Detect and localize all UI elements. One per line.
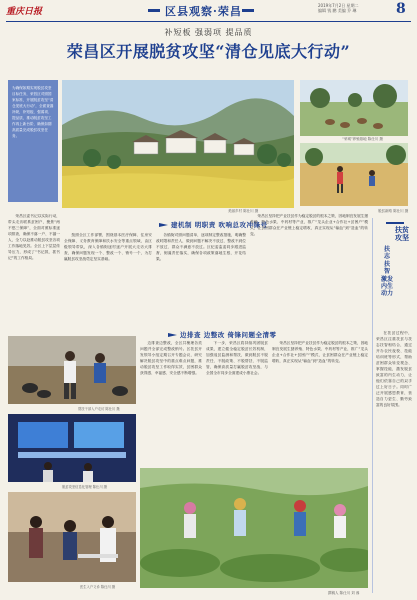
visit-photo (8, 336, 136, 404)
headline-kicker: 补短板 强弱项 提品质 (164, 28, 253, 37)
summary-text: 为确保如期实现脱贫攻坚目标任务，荣昌区对照国家标准，开展脱贫攻坚“清仓见底大行动”，全面查漏补缺，补短板、强弱项、提品质，推动脱贫攻坚工作再上新台阶，确保如期高质量完成脱贫攻坚任务。 (12, 86, 54, 138)
sidebar-mark (386, 222, 404, 224)
article-column-2 (64, 232, 152, 332)
article-column-4 (250, 213, 368, 333)
clinic-caption: 医生入户义诊 陈仕川 摄 (80, 585, 116, 589)
section-mark-left (148, 9, 160, 12)
article-column-3 (156, 232, 246, 332)
byline: 撰稿人 陈仕川 刘 蓉 (328, 591, 360, 595)
issue-date: 2019年7月2日 星期二 (318, 3, 359, 8)
sidebar-title: 扶贫攻坚 (395, 226, 409, 242)
sidebar-rule (372, 218, 373, 593)
field-work-photo (300, 143, 408, 206)
paragraph: 荣昌区委书记以实际行动，带头走访联系贫困户，聚焦“两不愁三保障”，全面对照标准逐项排查，确保不落一户、不漏一人，全力以赴推动脱贫攻坚各项工作落地见效。全区上下层层传导压力，形成了“书记抓、抓书记”的工作格局。 (8, 214, 60, 260)
main-photo-caption: 美丽乡村 陈仕川 摄 (228, 209, 259, 213)
section-title: 区县观察·荣昌 (165, 5, 242, 18)
article-column-6 (206, 340, 268, 465)
data-center-caption: 脱贫攻坚信息化管理 陈仕川 摄 (62, 485, 107, 489)
field-photo-caption: 脱贫新路 陈仕川 摄 (378, 209, 409, 213)
article-column-5 (140, 340, 202, 465)
paragraph: 各镇街对照问题清单，逐项制定整改措施，明确整改时限和责任人，做到问题不解决不放过、整改不到位不放过、群众不满意不放过。区纪委监委同步跟进监督，倒逼责任落实，确保各项政策落地生根、开花结果。 (156, 233, 246, 261)
headline-title: 荣昌区开展脱贫攻坚“清仓见底大行动” (66, 42, 351, 61)
paragraph: 在扶贫过程中，荣昌区注重扶贫与扶志扶智相结合，通过开办农民夜校、技能培训班等形式，帮助贫困群众转变观念、掌握技能，激发脱贫致富的内生动力，让他们依靠自己的双手过上好日子。同时广泛开展感恩教育，营造自力更生、勤劳致富的良好氛围。 (376, 331, 412, 407)
sidebar-column (376, 330, 412, 585)
paragraph: 荣昌区坚持把产业扶贫作为稳定脱贫的根本之策，因地制宜发展生猪养殖、特色水果、中药材等产业，推广“龙头企业+合作社+贫困户”模式，让贫困群众在产业链上稳定增收，真正实现从“输血”到“造血”的转变。 (272, 341, 368, 363)
header-rule (6, 21, 411, 22)
visit-photo-caption: 帮扶干部入户走访 陈仕川 摄 (78, 407, 120, 411)
village-photo (62, 80, 294, 208)
sidebar-subtitle: 扶 志 扶 智 激发内生动力 (381, 246, 394, 298)
issue-editor: 编辑 钱 鹏 美编 乔 琳 (318, 8, 357, 13)
issue-meta (318, 3, 388, 13)
clinic-photo (8, 492, 136, 582)
paragraph: 边排查边整改，全区共梳理各类问题并全部完成整改销号。区扶贫开发领导小组定期召开专题会议，研究解决脱贫攻坚中的重点难点问题，推动脱贫攻坚工作取得实效，贫困群众获得感、幸福感、安全感不断增强。 (140, 341, 202, 375)
paragraph: 按照全区工作部署，围绕基本医疗保障、住房安全保障、义务教育保障和饮水安全等重点领域，由区级领导带队，深入各镇街逐村逐户开展大走访大排查，确保问题发现一个、整改一个、销号一个，为打赢脱贫攻坚战奠定坚实基础。 (64, 233, 152, 261)
subhead-rectify: 边排查 边整改 倚锋问题全清零 (168, 330, 277, 339)
article-column-7 (272, 340, 368, 465)
page-number: 8 (396, 1, 406, 17)
paragraph: 下一步，荣昌区将持续巩固脱贫成果，建立健全稳定脱贫长效机制，加强返贫监测和帮扶，做到脱贫不脱责任、不脱政策、不脱帮扶、不脱监管，确保高质量打赢脱贫攻坚战，与全国全市同步全面建成小康社会。 (206, 341, 268, 375)
subhead-mechanism: 建机制 明职责 吹响总攻冲锋号 (159, 220, 268, 229)
page-header (0, 0, 417, 22)
newspaper-logo: 重庆日报 (6, 7, 43, 17)
farm-photo-caption: “荣城”养殖基地 陈仕川 摄 (342, 137, 383, 141)
section-mark-right (242, 9, 254, 12)
data-center-photo (8, 414, 136, 482)
article-column-1 (8, 213, 60, 313)
tea-field-photo (140, 468, 368, 588)
summary-box (8, 80, 58, 202)
farm-photo (300, 80, 408, 136)
paragraph: 荣昌区坚持把产业扶贫作为稳定脱贫的根本之策，因地制宜发展生猪养殖、特色水果、中药材等产业，推广“龙头企业+合作社+贫困户”模式，让贫困群众在产业链上稳定增收，真正实现从“输血”到“造血”的转变。 (250, 214, 368, 236)
